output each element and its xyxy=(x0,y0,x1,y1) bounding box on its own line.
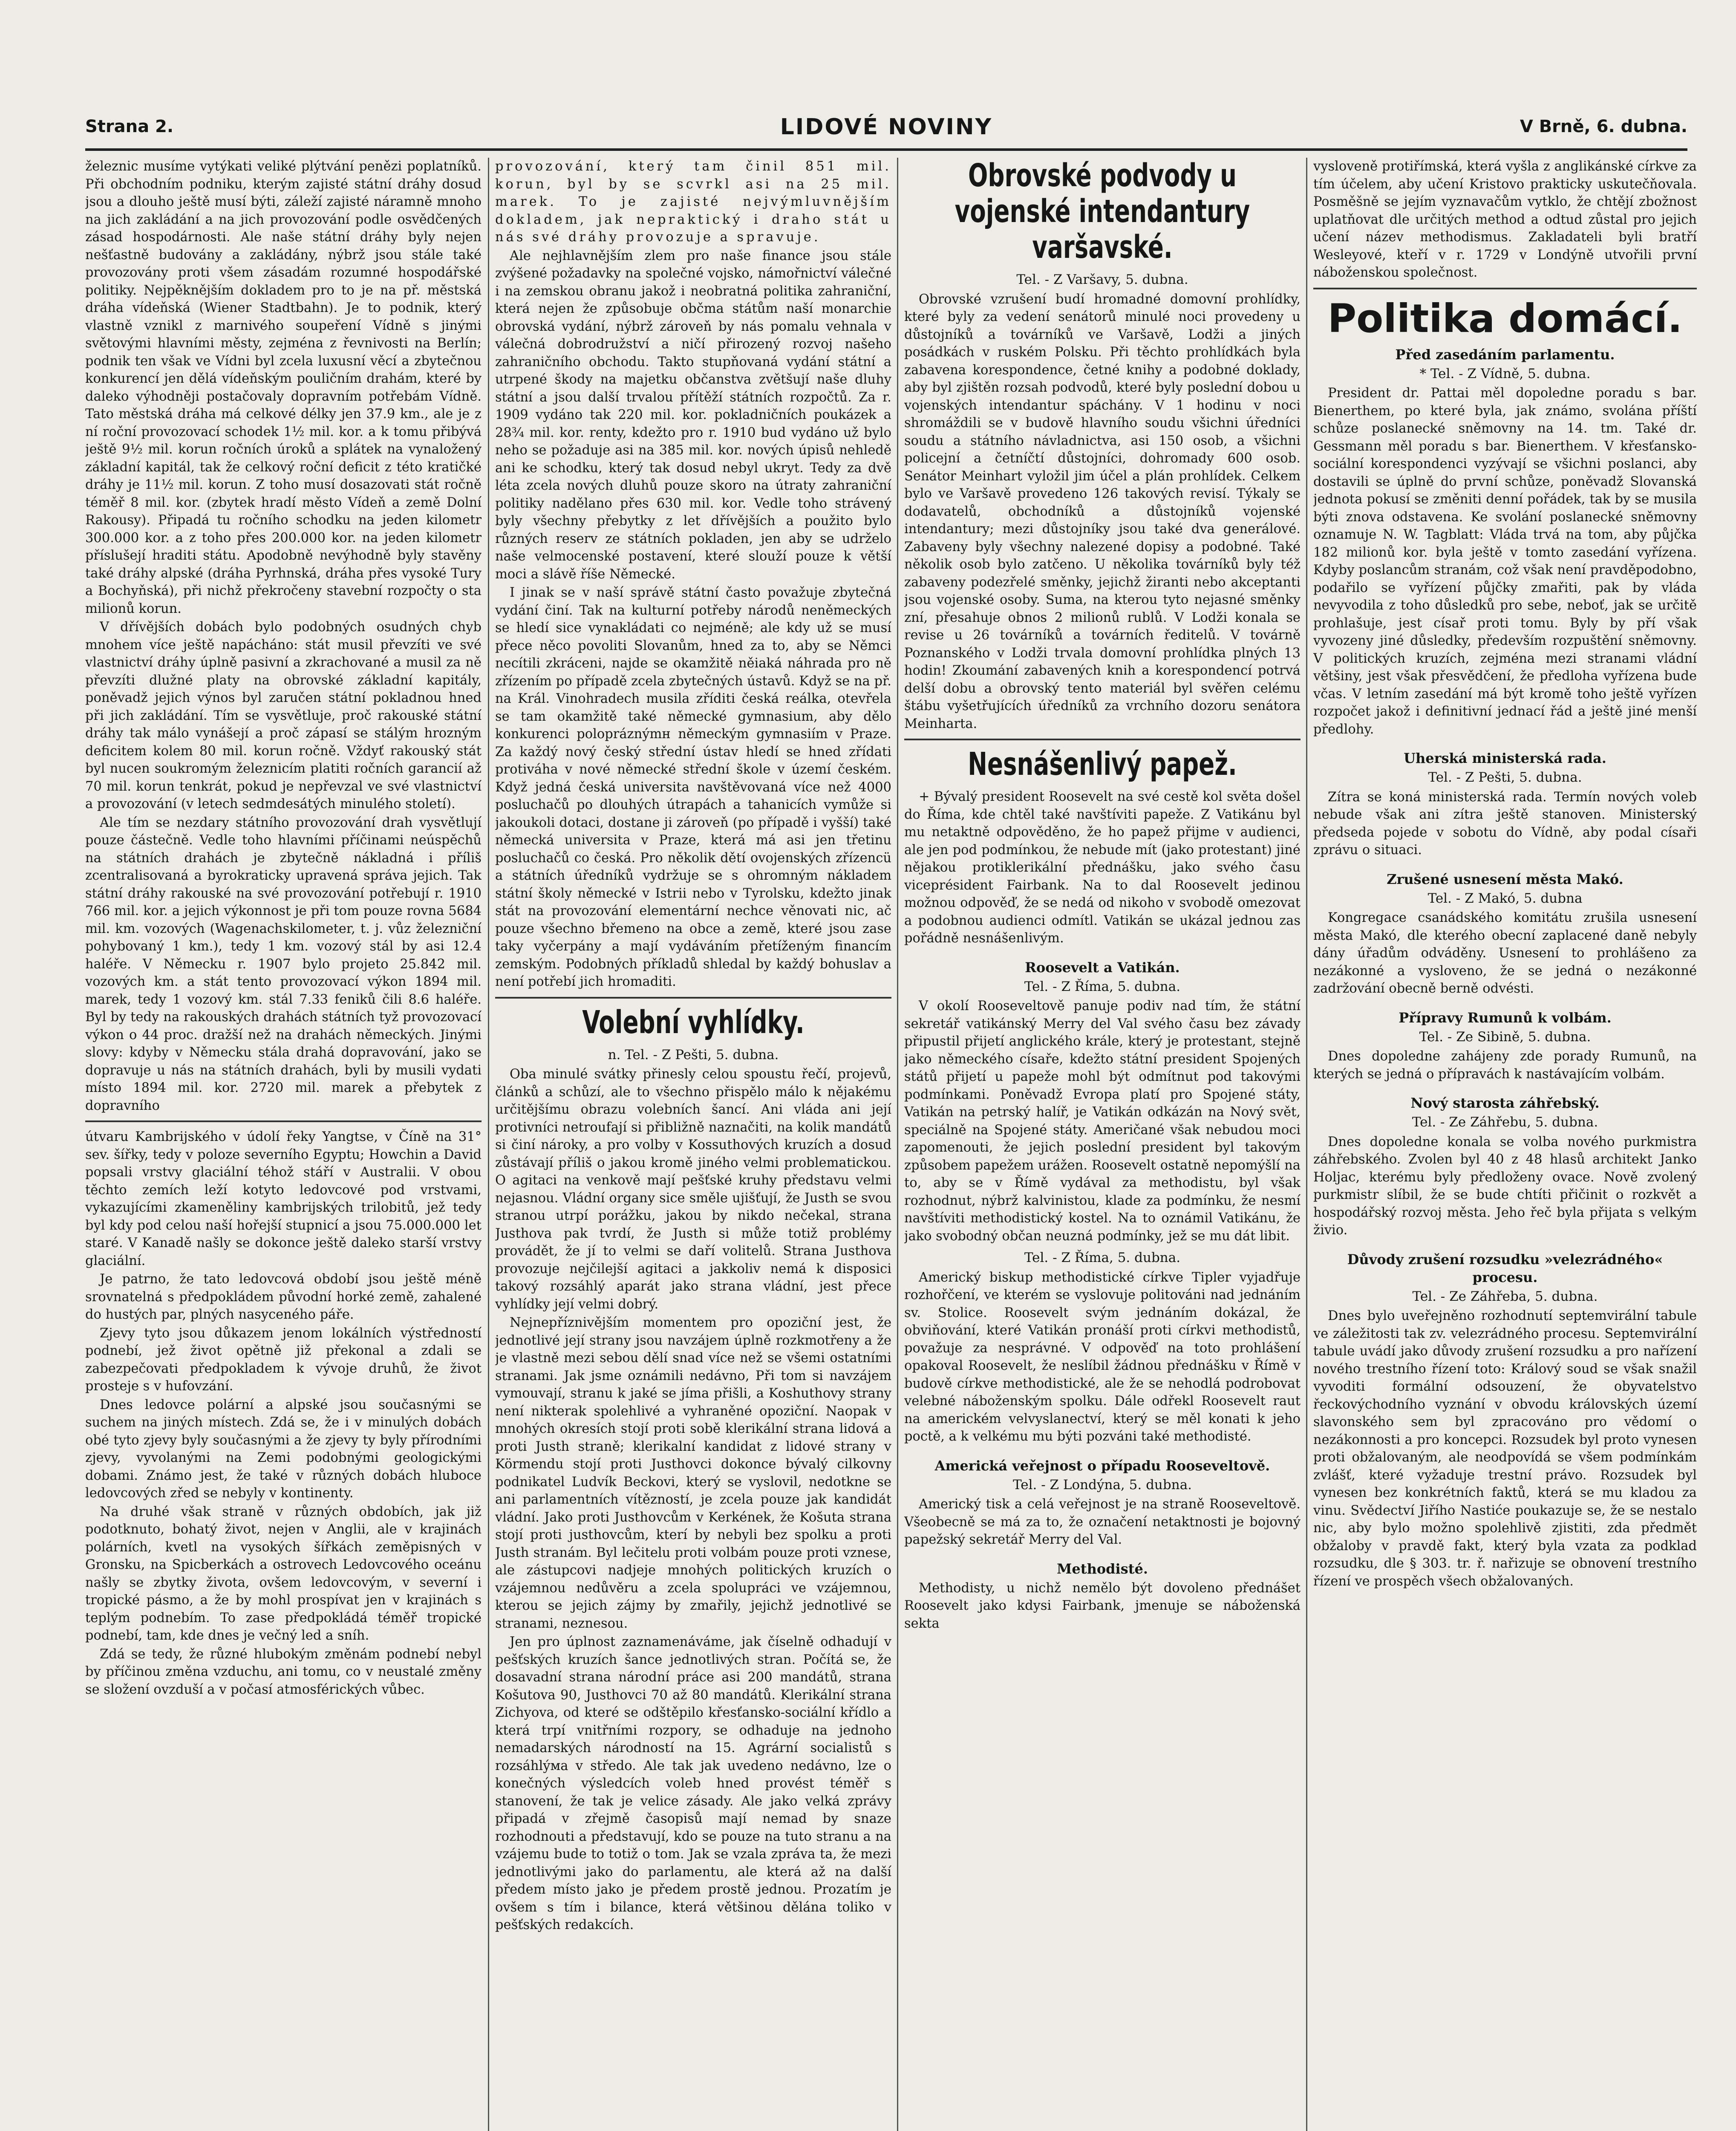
masthead: LIDOVÉ NOVINY xyxy=(780,114,993,140)
subheadline: Přípravy Rumunů k volbám. xyxy=(1399,1009,1612,1026)
article-paragraph: provozování, který tam činil 851 mil. korun, byl by se scvrkl asi na 25 mil. marek. To je zajisté nejvýmluvnějším dokladem, jak nepraktický i draho stát u nás své dráhy provozuje a spravuje. xyxy=(495,159,891,245)
headline-nesnasenlivy-papez: Nesnášenlivý papež. xyxy=(968,746,1237,783)
dateline: Tel. - Z Pešti, 5. dubna. xyxy=(1428,770,1582,785)
column-1 xyxy=(85,158,482,2131)
article-paragraph: Americký tisk a celá veřejnost je na straně Rooseveltově. Všeobecně se má za to, že označení netaktnosti je bojovný papežský sekretář Merry del Val. xyxy=(904,1497,1301,1547)
headline-volebni-vyhlidky: Volební vyhlídky. xyxy=(582,1004,805,1041)
subheadline: Před zasedáním parlamentu. xyxy=(1395,346,1615,363)
dateline: n. Tel. - Z Pešti, 5. dubna. xyxy=(608,1047,779,1063)
subheadline: Methodisté. xyxy=(1057,1560,1148,1577)
article-paragraph: vysloveně protiřímská, která vyšla z anglikánské církve za tím účelem, aby učení Kristovo prakticky uskutečňovala. Posměšně se jejím vyznavačům vytklo, že chtějí zbožnost uplatňovat dle určitých method a odtud zůstal pro jejich učení název methodismus. Zakladateli byli bratří Wesleyové, kteří v r. 1729 v Londýně utvořili první náboženskou společnost. xyxy=(1313,159,1697,280)
article-paragraph: Zjevy tyto jsou důkazem jenom lokálních výstředností podnebí, jež život opětně již překonal a zdali se zabezpečovati předpokladem k vývoje druhů, že život prosteje s v hufovzání. xyxy=(85,1325,482,1394)
article-paragraph: Ale tím se nezdary státního provozování drah vysvětlují pouze částečně. Vedle toho hlavními příčinami neúspěchů na státních drahách je zbytečně nákladná i příliš zcentralisovaná a byrokraticky upravená správa jejich. Tak státní dráhy rakouské na své provozování potřebují r. 1910 766 mil. kor. a jejich výkonnost je při tom pouze rovna 5684 mil. km. vozových (Wagenachskilometer, t. j. vůz železniční pohybovaný 1 km.), tedy 1 km. vozový stál by asi 12.4 haléře. V Německu r. 1907 bylo projeto 25.842 mil. vozových km. a stát tento provozovací výkon 1894 mil. marek, tedy 1 vozový km. stál 7.33 feniků čili 8.6 haléře. Byl by tedy na rakouských drahách státních tyž provozovací výkon o 44 proc. dražší než na drahách německých. Jinými slovy: kdyby v Německu stála drahá dopravování, jako se dopravuje u nás na státních drahách, byli by musili vydati místo 1894 mil. kor. 2720 mil. marek a přebytek z dopravního xyxy=(85,815,482,1113)
article-divider xyxy=(85,1120,482,1122)
article-paragraph: V dřívějších dobách bylo podobných osudných chyb mnohem více ještě napácháno: stát musil převzíti ve své vlastnictví dráhy úplně pasivní a zkrachované a musil za ně převzíti dlužné platy na obrovské základní kapitály, poněvadž jejich výnos byl zaručen státní pokladnou hned při jich zakládání. Tím se vysvětluje, proč rakouské státní dráhy tak málo vynášejí a proč zápasí se stálým hrozným deficitem kolem 80 mil. korun ročně. Vždyť rakouský stát byl nucen soukromým železnicím platiti ročních garancií až 70 mil. korun tenkrát, pokud je nepřevzal ve své vlastnictví a provozování (v letech sedmdesátých minulého století). xyxy=(85,620,482,811)
article-paragraph: Nejnepříznivějším momentem pro opoziční jest, že jednotlivé její strany jsou navzájem úplně rozkmotřeny a že je vlastně mezi sebou dělí snad více než se všemi ostatními stranami. Jak jsme oznámili nedávno, Při tom si navzájem vymouvají, stranu k jaké se jíma přišli, a Koshuthovy strany není nikterak spolehlivé a vyhraněné opoziční. Naopak v mnohých okresích stojí proti sobě klerikální strana lidová a proti Justh straně; klerikalní kandidat z lidové strany v Körmendu stojí proti Justhovci dokonce bývalý cilkovny podnikatel Ludvík Beckovi, který se vyslovil, nedotkne se ani parlamentních vítězností, je zcela pouze jak kandidát vládní. Jako proti Justhovcům v Kerkének, že Košuta strana stojí proti justhovcům, kterí by nebyli bez spolku a proti Justh stranám. Byl lečitelu proti volbám pouze proti vznese, ale zástupcovi nadjeje mnohých politických kruzích o vzájemnou nedůvěru a zcela spolupráci ve vzájemnou, kterou se jejich zájmy by zmařily, jejichž jednotlivé se stranami, neznesou. xyxy=(495,1315,891,1631)
article-paragraph: Zítra se koná ministerská rada. Termín nových voleb nebude však ani zítra ještě stanoven. Ministerský předseda pojede v sobotu do Vídně, aby podal císaři zprávu o situaci. xyxy=(1313,789,1697,858)
article-paragraph: Obrovské vzrušení budí hromadné domovní prohlídky, které byly za vedení senátorů minulé noci provedeny u důstojníků a továrníků ve Varšavě, Lodži a jiných posádkách v ruském Polsku. Při těchto prohlídkách byla zabavena korespondence, četné knihy a podobné doklady, aby byl zjištěn rozsah podvodů, které byly poslední dobou u vojenských intendantur spáchány. V 1 hodinu v noci shromáždili se v budově hlavního soudu všichni úředníci soudu a státního návladnictva, asi 150 osob, a všichni policejní a četníčtí důstojníci, dohromady 600 osob. Senátor Meinhart vyložil jim účel a plán prohlídek. Celkem bylo ve Varšavě provedeno 126 takových revisí. Týkaly se dodavatelů, obchodníků a důstojníků vojenské intendantury; mezi důstojníky jsou také dva generálové. Zabaveny byly všechny nalezené dopisy a podobné. Také několik osob bylo zatčeno. U několika továrníků byly též zabaveny podezřelé směnky, jejichž žiranti nebo akceptanti jsou vojenské osoby. Suma, na kterou tyto nejasné směnky zní, přesahuje obnos 2 milionů rublů. V Lodži konala se revise u 26 továrníků a továrních ředitelů. V továrně Poznanského v Lodži trvala domovní prohlídka plných 13 hodin! Zkoumání zabavených knih a korespondencí potrvá delší dobu a obrovský tento materiál byl svěřen celému štábu vyšetřujících úředníků za vrchního dozoru senátora Meinharta. xyxy=(904,292,1301,731)
article-paragraph: Ale nejhlavnějším zlem pro naše finance jsou stále zvýšené požadavky na společné vojsko, námořnictví válečné i na zemskou obranu jakož i neobratná politika zahraniční, která nejen že způsobuje občma státům naší monarchie obrovská vydání, nýbrž zároveň by nás pomalu vehnala v válečná dobrodružství a ničí přirozený rozvoj našeho zahraničního obchodu. Takto stupňovaná vydání státní a utrpené škody na majetku občanstva zvětšují naše dluhy státní a jsou další trvalou přítěží státních rozpočtů. Za r. 1909 vydáno tak 220 mil. kor. pokladničních poukázek a 28¾ mil. kor. renty, kdežto pro r. 1910 bud vydáno už bylo neho se požaduje asi na 385 mil. kor. nových úpisů nehledě ani ke schodku, který tak dosud nebyl ukryt. Tedy za dvě léta zcela nových dluhů pouze skoro na útraty zahraniční politiky nadělanо přes 630 mil. kor. Vedle toho strávený byly všechny přebytky z let dřívějších a použito bylo různých reserv ze státních pokladen, jen aby se udrželo naše velmocenské postavení, které slouží pouze k větší moci a slávě říše Německé. xyxy=(495,248,891,582)
article-paragraph: Oba minulé svátky přinesly celou spoustu řečí, projevů, článků a schůzí, ale to všechno přispělo málo k nějakému určitějšímu obrazu volebních šancí. Ani vláda ani její protivníci netroufají si přibližně naznačiti, na kolik mandátů si činí nároky, a pro volby v Kossuthových kruzích a dosud zůstávají příliš o jakou kromě jiného velmi problematickou. O agitaci na venkově mají pešťské kruhy představu velmi nejasnou. Vládní organy sice směle ujišťují, že Justh se svou stranou utrpí porážku, jakou by nikdo nečekal, strana Justhova pak tvrdí, že Justh si může totiž problémy provádět, že jí to velmi se daří volitelů. Strana Justhova provozuje nejčilejší agitaci a jakkoliv nemá k disposici takový rozsáhlý aparát jako strana vládní, jest přece vyhlídky její velmi dobrý. xyxy=(495,1067,891,1312)
dateline: Tel. - Z Makó, 5. dubna xyxy=(1427,890,1583,906)
column-rule xyxy=(897,158,898,2131)
article-divider xyxy=(495,997,891,999)
column-2 xyxy=(495,158,891,2131)
article-paragraph: železnic musíme vytýkati veliké plýtvání penězi poplatníků. Při obchodním podniku, kterým zajisté státní dráhy dosud jsou a dlouho ještě musí býti, záleží zajisté náramně mnoho na jich zakládání a na jich provozování podle osvědčených zásad hospodárnosti. Ale naše státní dráhy byly nejen nešťastně budovány a zakládány, nýbrž jsou stále také provozovány proti všem zásadám rozumné hospodářské politiky. Nejpěknějším dokladem pro to je na př. městská dráha vídeňská (Wiener Stadtbahn). Je to podnik, který vlastně vznikl z marnivého soupeření Vídně s jinými světovými hlavními městy, zejména z řevnivosti na Berlín; podnik ten však ve Vídni byl zcela luxusní věcí a zbytečnou konkurencí jen dělá vídeňským pouličním drahám, které by daleko výhodněji postačovaly dopravním potřebám Vídně. Tato městská dráha má celkové délky jen 37.9 km., ale je z ní roční provozovací schodek 1½ mil. kor. a k tomu přibývá ještě 9½ mil. korun ročních úroků a splátek na vynaložený základní kapitál, tak že celkový roční deficit z této kratičké dráhy je 11½ mil. korun. Z toho musí dosazovati stát ročně téměř 8 mil. kor. (zbytek hradí město Vídeň a země Dolní Rakousy). Připadá tu ročního schodku na jeden kilometr 300.000 kor. a z toho přes 200.000 kor. na jeden kilometr příslušejí hraditi státu. Apodobně nevýhodně byly stavěny také dráhy alpské (dráha Pyrhnská, dráha přes vysoké Tury a Bochyňská), při nichž překročeny stavební rozpočty o sta milionů korun. xyxy=(85,159,482,616)
dateline: * Tel. - Z Vídně, 5. dubna. xyxy=(1419,366,1591,381)
issue-date: V Brně, 6. dubna. xyxy=(1520,117,1687,136)
article-paragraph: + Bývalý president Roosevelt na své cestě kol světa došel do Říma, kde chtěl také navštíviti papeže. Z Vatikánu byl mu netaktně odpověděno, že ho papež přijme v audienci, ale jen pod podmínkou, že nebude mít (jako protestant) jiné nějakou protiklerikální přednášku, jako svého času viceprésident Fairbank. Na to dal Roosevelt jedinou možnou odpověď, že se nedá od nikoho v svobodě omezovat a podobnou audienci odmítl. Vatikán se ukázal jednou zas pořádně nesnášenlivým. xyxy=(904,789,1301,946)
article-paragraph: Jen pro úplnost zaznamenáváme, jak číselně odhadují v pešťských kruzích šance jednotlivých stran. Počítá se, že dosavadní strana národní práce asi 200 mandátů, strana Košutova 90, Justhovci 70 až 80 mandátů. Klerikální strana Zichyova, od které se odštěpilo křesťansko-sociální křídlo a která trpí vnitřními rozpory, se odhaduje na jednoho nemadarských národností na 15. Agrární socialistů s rozsáhlýма v středo. Ale tak jak uvedeno nedávno, lze o konečných výsledcích voleb hned provést téměř s stanovení, že tak je velice zásady. Ale jako velká zprávy připadá v zřejmě časopisů mají nemad by snaze rozhodnouti a představují, kdo se pouze na tuto stranu a na vzájemu bude to totiž o tom. Jak se vzala zpráva ta, že mezi jednotlivými jako do parlamentu, ale která až na další předem místo jako je předem prostě jednou. Prozatím je ovšem s tím i bilance, která většinou dělána toliko v pešťských redakcích. xyxy=(495,1634,891,1932)
article-paragraph: Kongregace csanádského komitátu zrušila usnesení města Makó, dle kterého obecní zaplacené daně nebyly dány úřadům odváděny. Usnesení to prohlášeno za nezákonné a vysloveno, že se jedná o nezákonné zadržování obecně berně odvésti. xyxy=(1313,910,1697,996)
article-paragraph: Methodisty, u nichž nemělo být dovoleno přednášet Roosevelt jako kdysi Fairbank, jmenuje se náboženská sekta xyxy=(904,1580,1301,1631)
subheadline: Americká veřejnost o případu Rooseveltově. xyxy=(934,1457,1270,1474)
dateline: Tel. - Z Říma, 5. dubna. xyxy=(1024,1250,1181,1265)
article-paragraph: Dnes bylo uveřejněno rozhodnutí septemvirální tabule ve záležitosti tak zv. velezrádného procesu. Septemvirální tabule uvádí jako důvody zrušení rozsudku a pro nařízení nového trestního řízení toto: Králový soud se však snažil vyvoditi formální odsouzení, že obyvatelstvo řeckovýchodního vyznání v obvodu královských území slavonského sem byl zpracováno pro vědomí o nezákonnosti a pro koncepci. Rozsudek byl proto vynesen proti obžalovaným, ale neodpovídá se všem podmínkám zvlášť, které vyžaduje trestní právo. Rozsudek byl vynesen bez konkrétních faktů, která se mu kladou za vinu. Svědectví Jiřího Nastiće poukazuje se, že se nestalo nic, aby bylo možno spolehlivě zjistiti, zda předmět obžaloby v pravdě fakt, který byla vzata za podklad rozsudku, dle § 303. tr. ř. nařizuje se obnovení trestního řízení ve prospěch všech obžalovaných. xyxy=(1313,1308,1697,1589)
dateline: Tel. - Z Londýna, 5. dubna. xyxy=(1012,1477,1192,1493)
article-paragraph: Zdá se tedy, že různé hlubokým změnám podnebí nebyl by příčinou změna vzduchu, ani tomu, co v neustalé změny se složení ovzduší a v počasí atmosférických vůbec. xyxy=(85,1646,482,1697)
article-paragraph: Dnes ledovce polární a alpské jsou současnými se suchem na jiných místech. Zdá se, že i v minulých dobách obé tyto zjevy byly současnými a že zjevy ty byly přírodními zjevy, vyvolanými na Zemi podobnými geologickými dobami. Známo jest, že také v různých dobách hluboce ledovcových zřed se nebyly v kontinenty. xyxy=(85,1397,482,1501)
article-paragraph: President dr. Pattai měl dopoledne poradu s bar. Bienerthem, po které byla, jak známo, svolána příští schůze poslanecké sněmovny na 14. tm. Také dr. Gessmann měl poradu s bar. Bienerthem. V křesťansko-sociální korespondenci vyzývají se všichni poslanci, aby dostavili se úplně do první schůze, poněvadž Slovanská jednota pokusí se změniti denní pořádek, tak by se musila býti znova odstavena. Ke svolání poslanecké sněmovny oznamuje N. W. Tagblatt: Vláda trvá na tom, aby půjčka 182 milionů kor. byla ještě v tomto zasedání vyřízena. Kdyby poslancům stranám, což však není pravděpodobno, podařilo se vyřízení půjčky zmařiti, pak by vláda nevyvodila z toho důsledků pro sebe, neboť, jak se určitě prohlašuje, jest císař proti tomu. Byly by pří však vyvozeny jiné důsledky, především rozpuštění sněmovny. V politických kruzích, zejména mezi stranami vládní většiny, jest však přesvědčení, že předloha vyřízena bude včas. V letním zasedání má být kromě toho ještě vyřízen rozpočet jakož i definitivní jednací řád a ještě jiné menší předlohy. xyxy=(1313,386,1697,737)
dateline: Tel. - Z Říma, 5. dubna. xyxy=(1024,979,1181,994)
section-headline-politika-domaci: Politika domácí. xyxy=(1327,295,1683,341)
headline-obrovske-podvody: Obrovské podvody u vojenské intendantury varšavské. xyxy=(955,158,1250,266)
column-rule xyxy=(488,158,489,2131)
dateline: Tel. - Ze Záhřebu, 5. dubna. xyxy=(1412,1115,1598,1130)
page-number: Strana 2. xyxy=(85,117,174,136)
subheadline: Roosevelt a Vatikán. xyxy=(1025,959,1180,976)
article-paragraph: Dnes dopoledne konala se volba nového purkmistra záhřebského. Zvolen byl 40 z 48 hlasů architekt Janko Holjac, kterému byly předloženy ovace. Nově zvolený purkmistr slíbil, že se bude chtíti přičinit o rozkvět a hospodářský rozvoj města. Jeho řeč byla přijata s velkým živio. xyxy=(1313,1134,1697,1238)
article-paragraph: útvaru Kambrijského v údolí řeky Yangtse, v Číně na 31° sev. šířky, tedy v poloze severního Egyptu; Howchin a David popsali vrstvy glaciální téhož stáří v Australii. V obou těchto zemích leží kotyto ledovcové pod vrstvami, vykazujícími zkamenělinу kambrijských trilobitů, jež tedy byl kdy pod celou naší hořejší stupnicí a jsou 75.000.000 let staré. V Kanadě našly se dokonce ještě daleko starší vrstvy glaciální. xyxy=(85,1129,482,1268)
article-paragraph: V okolí Rooseveltově panuje podiv nad tím, že státní sekretář vatikánský Merry del Val svého času bez závady připustil přijetí anglického krále, který je protestant, stejně jako německého císaře, kdežto státní president Spojených států přijetí u papeže mohl být odmítnut pod takovými podmínkami. Poněvadž Evropa platí pro Spojené státy, Vatikán na petrský halíř, je Vatikán odkázán na Nový svět, speciálně na Spojené státy. Američané však nebudou moci zapomenouti, že jejich poslední president byl takovým způsobem papežem urážen. Roosevelt ostatně nepomýšlí na to, aby se v Římě vydával za methodistu, byl však rozhodnut, nýbrž kalvinistou, klade za podmínku, že nesmí navštíviti methodistický kostel. Na to oznámil Vatikánu, že jako svobodný občan neuzná podmínky, jež se mu dát libit. xyxy=(904,999,1301,1244)
article-paragraph: I jinak se v naší správě státní často považuje zbytečná vydání činí. Tak na kulturní potřeby národů neněmeckých se hledí sice vynakládati co nejméně; ale kdy už se musí přece něco povoliti Slovanům, hned za to, aby se Němci necítili zkráceni, najde se okamžitě něiaká náhrada pro ně zřízením po případě zcela zbytečných ústavů. Když se na př. na Král. Vinohradech musila zříditi česká reálka, otevřela se tam okamžitě také německé gymnasium, aby dělo konkurenci polopráznýmн německým gymnasiím v Praze. Za každý nový český střední ústav hledí se hned zřídati protiváha v nové německé střední škole v území českém. Když jedná česká universita navštěvovaná více než 4000 posluchačů po dlouhých útrapách a tahanicích vymůže si jakoukoli dotaci, dostane ji zároveň (po případě i vyšší) také německá universita v Praze, která má asi jen třetinu posluchačů co česká. Pro několik dětí ovojenských zřízencü a státních úředníků vydržuje se s ohromným nákladem státní školy německé v Istrii nebo v Tyrolsku, kdežto jinak stát na provozování elementární nechce věnovati nic, ač pouze všechno břemeno na obce a země, které jsou zase taky vyčerpány a mají vydáváním přetíženým financím zemským. Podobných příkladů shledal by každý bohuslav a není potřebí jich hromaditi. xyxy=(495,585,891,989)
article-divider xyxy=(1313,288,1697,289)
article-paragraph: Je patrno, že tato ledovcová období jsou ještě méně srovnatelná s předpokládem původní horké země, zahalené do hustých par, plných nasyceného páře. xyxy=(85,1272,482,1322)
subheadline: Zrušené usnesení města Makó. xyxy=(1387,871,1624,887)
subheadline: Uherská ministerská rada. xyxy=(1404,750,1606,766)
article-paragraph: Na druhé však straně v různých obdobích, jak již podotknuto, bohatý život, nejen v Anglii, ale v krajinách polárních, kvetl na vysokých šířkách zeměpisných v Gronsku, na Spicberkách a ostrovech Ledovcového oceánu našly se zbytky života, ovšem ledovcovým, v severní i tropické pásmo, a že by mohl prospívat jen v krajinách s teplým podnebím. To zase předpokládá téměř tropické podnebí, tam, kde dnes je večný led a sníh. xyxy=(85,1504,482,1643)
column-3 xyxy=(904,158,1301,2131)
column-4 xyxy=(1313,158,1697,2131)
dateline: Tel. - Ze Sibině, 5. dubna. xyxy=(1419,1029,1591,1045)
article-paragraph: Dnes dopoledne zahájeny zde porady Rumunů, na kterých se jedná o přípravách k nastávajícím volbám. xyxy=(1313,1049,1697,1082)
article-divider xyxy=(904,739,1301,740)
subheadline: Důvody zrušení rozsudku »velezrádného« procesu. xyxy=(1347,1251,1663,1285)
dateline: Tel. - Z Varšavy, 5. dubna. xyxy=(1016,272,1188,287)
page-header xyxy=(85,114,1687,151)
subheadline: Nový starosta záhřebský. xyxy=(1410,1095,1600,1111)
column-rule xyxy=(1306,158,1307,2131)
dateline: Tel. - Ze Záhřeba, 5. dubna. xyxy=(1412,1288,1598,1304)
article-paragraph: Americký biskup methodistické církve Tipler vyjadřuje rozhořčení, ve kterém se vyslovuje politováni nad jednáním sv. Stolice. Roosevelt svým jednáním dokázal, že obviňování, které Vatikán pronáší proti církvi methodistů, považuje za nesprávné. V odpověď na toto prohlášení opakoval Roosevelt, že neslíbil žádnou přednášku v Římě v budově církve methodistické, ale že se nehodlá podrobovat velebné náboženským spolku. Dále odřekl Roosevelt raut na americkém velvyslanectví, který se měl konati k jeho poctě, a k velkému mu býti pozváni také methodisté. xyxy=(904,1270,1301,1444)
